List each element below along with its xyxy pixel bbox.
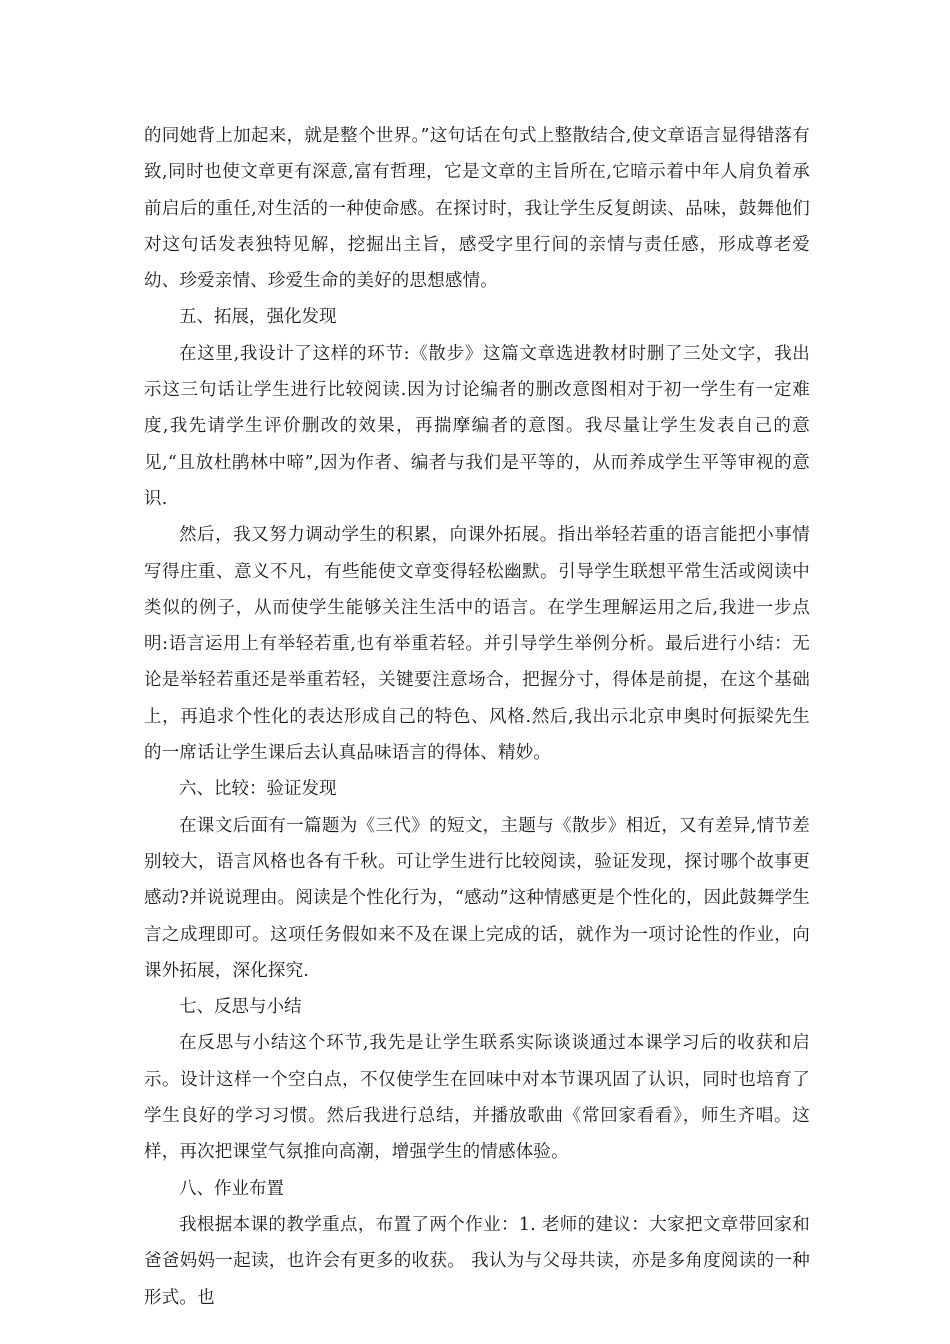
- paragraph-body: 在这里,我设计了这样的环节:《散步》这篇文章选进教材时删了三处文字，我出示这三句话让学生进行比较阅读.因为讨论编者的删改意图相对于初一学生有一定难度,我先请学生评价删改的效果，再揣摩编者的意图。我尽量让学生发表自己的意见,“且放杜鹃林中啼”,因为作者、编者与我们是平等的，从而养成学生平等审视的意识.: [144, 343, 810, 509]
- section-heading-7: 七、反思与小结: [179, 997, 302, 1018]
- document-page: [144, 118, 810, 1316]
- paragraph-body: 在反思与小结这个环节,我先是让学生联系实际谈谈通过本课学习后的收获和启示。设计这样一个空白点，不仅使学生在回味中对本节课巩固了认识，同时也培育了学生良好的学习习惯。然后我进行总结，并播放歌曲《常回家看看》，师生齐唱。这样，再次把课堂气氛推向高潮，增强学生的情感体验。: [144, 1033, 810, 1163]
- paragraph-body: 然后，我又努力调动学生的积累，向课外拓展。指出举轻若重的语言能把小事情写得庄重、意义不凡，有些能使文章变得轻松幽默。引导学生联想平常生活或阅读中类似的例子，从而使学生能够关注生活中的语言。在学生理解运用之后,我进一步点明:语言运用上有举轻若重,也有举重若轻。并引导学生举例分析。最后进行小结：无论是举轻若重还是举重若轻，关键要注意场合，把握分寸，得体是前提，在这个基础上，再追求个性化的表达形成自己的特色、风格.然后,我出示北京申奥时何振梁先生的一席话让学生课后去认真品味语言的得体、精妙。: [144, 525, 810, 764]
- paragraph-continuation: 的同她背上加起来，就是整个世界。”这句话在句式上整散结合,使文章语言显得错落有致,同时也使文章更有深意,富有哲理，它是文章的主旨所在,它暗示着中年人肩负着承前启后的重任,对生活的一种使命感。在探讨时，我让学生反复朗读、品味，鼓舞他们对这句话发表独特见解，挖掘出主旨，感受字里行间的亲情与责任感，形成尊老爱幼、珍爱亲情、珍爱生命的美好的思想感情。: [144, 126, 810, 292]
- paragraph-body: 在课文后面有一篇题为《三代》的短文，主题与《散步》相近，又有差异,情节差别较大，语言风格也各有千秋。可让学生进行比较阅读，验证发现，探讨哪个故事更感动?并说说理由。阅读是个性化行为，“感动”这种情感更是个性化的，因此鼓舞学生言之成理即可。这项任务假如来不及在课上完成的话，就作为一项讨论性的作业，向课外拓展，深化探究.: [144, 815, 810, 981]
- section-heading-6: 六、比较：验证发现: [179, 779, 337, 800]
- section-heading-8: 八、作业布置: [179, 1178, 284, 1199]
- section-heading-5: 五、拓展，强化发现: [179, 307, 337, 328]
- paragraph-body: 我根据本课的教学重点，布置了两个作业：1. 老师的建议：大家把文章带回家和爸爸妈妈一起读，也许会有更多的收获。 我认为与父母共读，亦是多角度阅读的一种形式。也: [144, 1214, 810, 1308]
